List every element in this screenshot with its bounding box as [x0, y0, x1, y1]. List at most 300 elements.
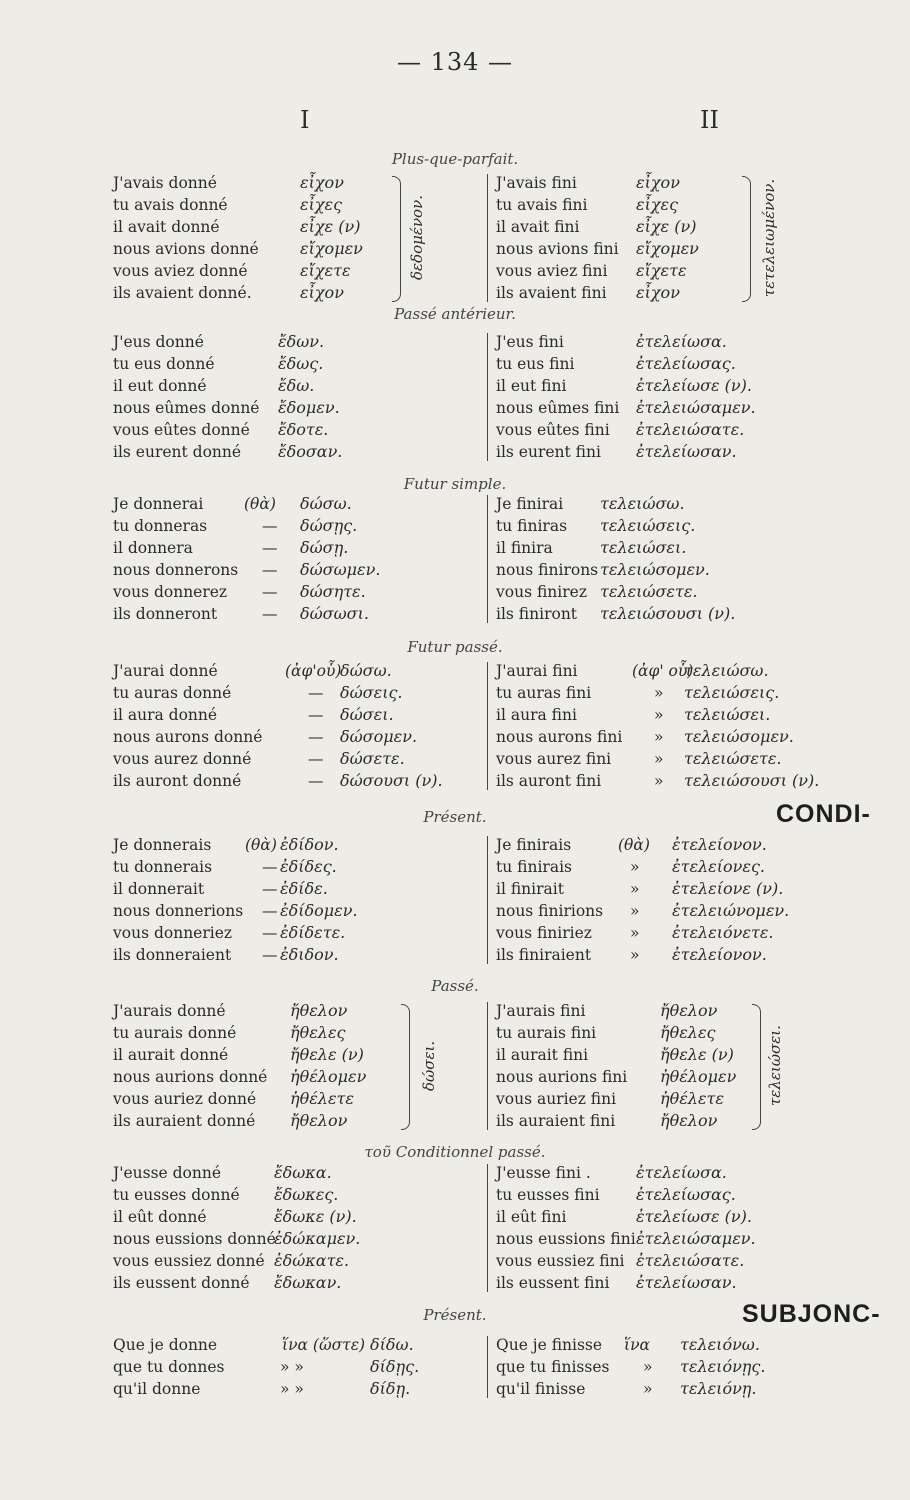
greek-form: ἐτελείωσε (ν).: [636, 376, 752, 395]
french-form: J'eus fini: [496, 333, 564, 351]
column-divider-futurpasse: [487, 662, 488, 790]
greek-form: ἔδοτε.: [278, 420, 329, 439]
ditto-mark: —: [262, 583, 278, 601]
right-conjugation-subjpresent: [496, 1334, 796, 1400]
greek-form: δώσῃ.: [300, 538, 349, 557]
greek-form: τελειώσομεν.: [684, 727, 794, 746]
conjugation-row: [496, 1110, 796, 1132]
left-conjugation-futurpasse: [113, 660, 483, 792]
conjugation-row: [496, 660, 796, 682]
greek-form: ἐτελείωσε (ν).: [636, 1207, 752, 1226]
conjugation-row: [496, 944, 796, 966]
greek-form: ἔδω.: [278, 376, 315, 395]
french-form: il donnera: [113, 539, 193, 557]
conjugation-row: [113, 515, 483, 537]
conjugation-row: [496, 878, 796, 900]
greek-form: εἴχομεν: [636, 239, 699, 258]
french-form: Je finirais: [496, 836, 572, 854]
column-divider-condpasse2: [487, 1164, 488, 1292]
greek-form: τελειόνω.: [680, 1335, 760, 1354]
greek-auxiliary: ἵνα: [624, 1336, 650, 1354]
french-form: vous aviez fini: [496, 262, 608, 280]
greek-form: τελειώσουσι (ν).: [600, 604, 736, 623]
conjugation-row: [113, 1356, 483, 1378]
greek-auxiliary: (θὰ): [244, 495, 276, 513]
french-form: tu eus donné: [113, 355, 215, 373]
conjugation-row: [113, 748, 483, 770]
conjugation-row: [113, 1228, 483, 1250]
conjugation-row: [496, 1272, 796, 1294]
left-conjugation-subjpresent: [113, 1334, 483, 1400]
french-form: il aurait fini: [496, 1046, 589, 1064]
french-form: qu'il donne: [113, 1380, 201, 1398]
french-form: ils donneraient: [113, 946, 232, 964]
greek-form: ἐτελειώσατε.: [636, 420, 745, 439]
conjugation-row: [496, 682, 796, 704]
conjugation-row: [496, 515, 796, 537]
conjugation-row: [113, 172, 483, 194]
greek-form: εἶχον: [636, 283, 680, 302]
conjugation-row: [113, 878, 483, 900]
conjugation-row: [496, 1088, 796, 1110]
ditto-mark: —: [262, 946, 278, 964]
french-form: nous aurons donné: [113, 728, 263, 746]
greek-auxiliary: (ἀφ'οὗ): [285, 662, 342, 680]
column-heading-one: I: [300, 106, 310, 134]
french-form: ils auraient fini: [496, 1112, 616, 1130]
greek-form: τελειώσομεν.: [600, 560, 710, 579]
ditto-mark: »: [643, 1380, 653, 1398]
greek-form: δώσω.: [340, 661, 392, 680]
french-form: tu aurais fini: [496, 1024, 597, 1042]
french-form: tu eus fini: [496, 355, 575, 373]
greek-form: εἴχετε: [636, 261, 687, 280]
tense-title-futurpasse: Futur passé.: [407, 638, 503, 656]
french-form: ils finiront: [496, 605, 578, 623]
french-form: il finirait: [496, 880, 564, 898]
greek-form: ἤθελες: [660, 1023, 716, 1042]
tense-title-condpasse: Passé.: [431, 977, 479, 995]
ditto-mark: »: [630, 858, 640, 876]
greek-form: τελειώσεις.: [684, 683, 780, 702]
conjugation-row: [496, 559, 796, 581]
french-form: ils auront fini: [496, 772, 602, 790]
ditto-mark: »: [654, 684, 664, 702]
greek-form: τελειώσεις.: [600, 516, 696, 535]
greek-form: ἤθελον: [660, 1111, 718, 1130]
greek-form: ἐτελείωσα.: [636, 332, 727, 351]
left-brace-word-plusqueparfait: δεδομένον.: [408, 195, 426, 281]
left-brace-condpasse: [401, 1004, 410, 1130]
conjugation-row: [496, 834, 796, 856]
conjugation-row: [496, 397, 796, 419]
french-form: J'eusse donné: [113, 1164, 222, 1182]
right-brace-word-condpasse: τελειώσει.: [766, 1025, 784, 1107]
french-form: vous finiriez: [496, 924, 592, 942]
tense-title-condpresent: Présent.: [423, 808, 487, 826]
tense-title-futursimple: Futur simple.: [403, 475, 507, 493]
greek-form: δώσουσι (ν).: [340, 771, 443, 790]
conjugation-row: [113, 1250, 483, 1272]
greek-form: τελειώσω.: [684, 661, 769, 680]
conjugation-row: [496, 1356, 796, 1378]
greek-form: ἔδωκαν.: [274, 1273, 342, 1292]
greek-form: ἐδίδετε.: [280, 923, 346, 942]
conjugation-row: [113, 216, 483, 238]
ditto-mark: —: [262, 517, 278, 535]
greek-form: δώσομεν.: [340, 727, 418, 746]
conjugation-row: [113, 682, 483, 704]
greek-form: ἐδίδον.: [280, 835, 339, 854]
greek-form: ἔδομεν.: [278, 398, 340, 417]
column-divider-condpresent: [487, 836, 488, 964]
right-conjugation-condpresent: [496, 834, 796, 966]
greek-form: δώσωμεν.: [300, 560, 381, 579]
french-form: il eût donné: [113, 1208, 207, 1226]
french-form: il avait fini: [496, 218, 580, 236]
greek-form: ἔδωκε (ν).: [274, 1207, 357, 1226]
french-form: tu avais fini: [496, 196, 588, 214]
french-form: il eut fini: [496, 377, 567, 395]
french-form: ils eurent donné: [113, 443, 242, 461]
right-conjugation-passeanterieur: [496, 331, 796, 463]
column-divider-plusqueparfait: [487, 174, 488, 302]
conjugation-row: [113, 856, 483, 878]
greek-form: εἴχετε: [300, 261, 351, 280]
greek-form: δώσητε.: [300, 582, 366, 601]
greek-form: τελειώσετε.: [600, 582, 698, 601]
column-divider-subjpresent: [487, 1336, 488, 1398]
ditto-mark: »: [654, 706, 664, 724]
french-form: Que je donne: [113, 1336, 218, 1354]
conjugation-row: [113, 922, 483, 944]
greek-form: τελειώσει.: [684, 705, 771, 724]
french-form: J'avais fini: [496, 174, 577, 192]
ditto-mark: » »: [280, 1358, 304, 1376]
conjugation-row: [496, 353, 796, 375]
greek-form: δώσῃς.: [300, 516, 358, 535]
conjugation-row: [496, 1250, 796, 1272]
ditto-mark: —: [262, 605, 278, 623]
greek-form: δώσει.: [340, 705, 394, 724]
conjugation-row: [113, 419, 483, 441]
greek-form: ἐδώκαμεν.: [274, 1229, 361, 1248]
french-form: Je donnerais: [113, 836, 212, 854]
french-form: ils finiraient: [496, 946, 592, 964]
conjugation-row: [113, 375, 483, 397]
greek-form: ἤθελε (ν): [660, 1045, 734, 1064]
right-brace-condpasse: [752, 1004, 761, 1130]
french-form: vous donneriez: [113, 924, 233, 942]
conjugation-row: [113, 1184, 483, 1206]
greek-form: ἠθέλομεν: [660, 1067, 737, 1086]
conjugation-row: [496, 260, 796, 282]
french-form: J'avais donné: [113, 174, 217, 192]
ditto-mark: —: [262, 561, 278, 579]
french-form: il donnerait: [113, 880, 205, 898]
french-form: il aurait donné: [113, 1046, 229, 1064]
french-form: nous avions fini: [496, 240, 619, 258]
french-form: nous aurions donné: [113, 1068, 268, 1086]
conjugation-row: [113, 1378, 483, 1400]
ditto-mark: —: [262, 880, 278, 898]
greek-form: δίδῃ.: [370, 1379, 411, 1398]
ditto-mark: »: [654, 750, 664, 768]
french-form: vous aurez fini: [496, 750, 612, 768]
french-form: ils avaient donné.: [113, 284, 252, 302]
column-divider-condpasse: [487, 1002, 488, 1130]
french-form: vous aviez donné: [113, 262, 248, 280]
french-form: nous eussions donné: [113, 1230, 276, 1248]
conjugation-row: [496, 331, 796, 353]
greek-form: ἔδωκα.: [274, 1163, 332, 1182]
french-form: ils eussent donné: [113, 1274, 250, 1292]
greek-form: ἐτελειώσαμεν.: [636, 1229, 756, 1248]
ditto-mark: —: [308, 728, 324, 746]
french-form: nous aurons fini: [496, 728, 623, 746]
conjugation-row: [496, 1066, 796, 1088]
conjugation-row: [496, 194, 796, 216]
greek-form: ἐτελείωσας.: [636, 354, 736, 373]
french-form: tu aurais donné: [113, 1024, 237, 1042]
conjugation-row: [496, 216, 796, 238]
french-form: vous auriez donné: [113, 1090, 257, 1108]
conjugation-row: [113, 726, 483, 748]
french-form: tu auras donné: [113, 684, 232, 702]
greek-form: εἶχε (ν): [636, 217, 697, 236]
ditto-mark: »: [630, 924, 640, 942]
conjugation-row: [113, 581, 483, 603]
right-brace-plusqueparfait: [742, 176, 751, 302]
french-form: nous donnerons: [113, 561, 239, 579]
conjugation-row: [113, 770, 483, 792]
greek-form: τελειώσει.: [600, 538, 687, 557]
french-form: nous donnerions: [113, 902, 244, 920]
conjugation-row: [496, 1022, 796, 1044]
greek-auxiliary: (θὰ): [618, 836, 650, 854]
greek-form: τελειόνῃς.: [680, 1357, 766, 1376]
greek-form: ἐτελείωσαν.: [636, 442, 737, 461]
greek-form: ἐτελειώνομεν.: [672, 901, 790, 920]
column-heading-two: II: [700, 106, 719, 134]
greek-form: δίδω.: [370, 1335, 414, 1354]
greek-form: ἠθέλομεν: [290, 1067, 367, 1086]
conjugation-row: [113, 238, 483, 260]
conjugation-row: [496, 375, 796, 397]
conjugation-row: [113, 353, 483, 375]
conjugation-row: [496, 581, 796, 603]
french-form: tu eusses donné: [113, 1186, 240, 1204]
conjugation-row: [113, 493, 483, 515]
french-form: ils auraient donné: [113, 1112, 256, 1130]
page-number: — 134 —: [396, 48, 514, 76]
greek-form: ἔδων.: [278, 332, 325, 351]
ditto-mark: —: [308, 750, 324, 768]
tense-title-plusqueparfait: Plus-que-parfait.: [391, 150, 519, 168]
french-form: tu finirais: [496, 858, 572, 876]
french-form: que tu finisses: [496, 1358, 610, 1376]
greek-form: ἐδίδε.: [280, 879, 328, 898]
greek-form: τελειόνῃ.: [680, 1379, 757, 1398]
ditto-mark: »: [654, 772, 664, 790]
tense-title-condpasse2: τοῦ Conditionnel passé.: [364, 1143, 546, 1161]
greek-form: ἐτελείονον.: [672, 835, 767, 854]
conjugation-row: [113, 1272, 483, 1294]
conjugation-row: [496, 856, 796, 878]
conjugation-row: [496, 1044, 796, 1066]
french-form: Je donnerai: [113, 495, 204, 513]
conjugation-row: [113, 603, 483, 625]
ditto-mark: —: [262, 924, 278, 942]
conjugation-row: [113, 282, 483, 304]
french-form: tu eusses fini: [496, 1186, 600, 1204]
ditto-mark: —: [262, 902, 278, 920]
conjugation-row: [496, 748, 796, 770]
greek-form: εἶχον: [636, 173, 680, 192]
greek-form: ἤθελες: [290, 1023, 346, 1042]
ditto-mark: » »: [280, 1380, 304, 1398]
french-form: il eût fini: [496, 1208, 567, 1226]
right-brace-word-plusqueparfait: τετελειωμένον.: [760, 178, 778, 298]
greek-form: ἐδιδον.: [280, 945, 339, 964]
greek-form: εἶχε (ν): [300, 217, 361, 236]
french-form: nous finirons: [496, 561, 599, 579]
french-form: tu finiras: [496, 517, 568, 535]
conjugation-row: [496, 1378, 796, 1400]
conjugation-row: [113, 1206, 483, 1228]
greek-form: ἔδοσαν.: [278, 442, 343, 461]
ditto-mark: —: [308, 706, 324, 724]
conjugation-row: [496, 172, 796, 194]
conjugation-row: [496, 770, 820, 792]
greek-auxiliary: (θὰ): [245, 836, 277, 854]
conjugation-row: [496, 238, 796, 260]
french-form: J'aurai fini: [496, 662, 578, 680]
french-form: tu avais donné: [113, 196, 228, 214]
french-form: nous eussions fini: [496, 1230, 636, 1248]
greek-form: ἤθελον: [660, 1001, 718, 1020]
greek-form: δώσεις.: [340, 683, 403, 702]
left-conjugation-plusqueparfait: [113, 172, 483, 304]
greek-form: τελειώσουσι (ν).: [684, 771, 820, 790]
french-form: Que je finisse: [496, 1336, 603, 1354]
french-form: J'aurai donné: [113, 662, 218, 680]
greek-form: ἤθελον: [290, 1111, 348, 1130]
conjugation-row: [496, 419, 796, 441]
conjugation-row: [496, 1228, 796, 1250]
conjugation-row: [113, 194, 483, 216]
ditto-mark: »: [643, 1358, 653, 1376]
right-conjugation-plusqueparfait: [496, 172, 796, 304]
conjugation-row: [113, 559, 483, 581]
greek-form: δίδῃς.: [370, 1357, 420, 1376]
french-form: vous auriez fini: [496, 1090, 617, 1108]
french-form: ils donneront: [113, 605, 218, 623]
left-conjugation-passeanterieur: [113, 331, 483, 463]
column-divider-futursimple: [487, 495, 488, 623]
conjugation-row: [113, 900, 483, 922]
conjugation-row: [496, 922, 796, 944]
greek-form: ἐτελείωσα.: [636, 1163, 727, 1182]
greek-form: ἠθέλετε: [290, 1089, 354, 1108]
right-conjugation-condpasse2: [496, 1162, 796, 1294]
conjugation-row: [496, 441, 796, 463]
greek-form: ἐτελείωσαν.: [636, 1273, 737, 1292]
french-form: il finira: [496, 539, 553, 557]
french-form: que tu donnes: [113, 1358, 225, 1376]
left-brace-word-condpasse: δώσει.: [420, 1040, 438, 1092]
conjugation-row: [496, 1334, 796, 1356]
ditto-mark: —: [262, 858, 278, 876]
ditto-mark: »: [654, 728, 664, 746]
conjugation-row: [113, 1162, 483, 1184]
conjugation-row: [113, 441, 483, 463]
greek-form: ἐτελειώσατε.: [636, 1251, 745, 1270]
greek-form: εἶχες: [300, 195, 343, 214]
conjugation-row: [496, 1000, 796, 1022]
conjugation-row: [113, 331, 483, 353]
conjugation-row: [113, 944, 483, 966]
conjugation-row: [496, 1162, 796, 1184]
conjugation-row: [113, 704, 483, 726]
french-form: ils auront donné: [113, 772, 242, 790]
tense-title-passeanterieur: Passé antérieur.: [394, 305, 516, 323]
ditto-mark: »: [630, 946, 640, 964]
conjugation-row: [496, 282, 796, 304]
french-form: nous aurions fini: [496, 1068, 628, 1086]
greek-form: ἔδως.: [278, 354, 324, 373]
greek-form: δώσω.: [300, 494, 352, 513]
conjugation-row: [496, 537, 796, 559]
conjugation-row: [496, 704, 796, 726]
french-form: vous donnerez: [113, 583, 228, 601]
french-form: vous eûtes donné: [113, 421, 250, 439]
ditto-mark: »: [630, 902, 640, 920]
greek-form: ἤθελον: [290, 1001, 348, 1020]
ditto-mark: —: [262, 539, 278, 557]
conjugation-row: [113, 260, 483, 282]
left-conjugation-condpasse2: [113, 1162, 483, 1294]
right-conjugation-futurpasse: [496, 660, 820, 792]
french-form: il eut donné: [113, 377, 207, 395]
french-form: vous eûtes fini: [496, 421, 610, 439]
column-divider-passeanterieur: [487, 333, 488, 461]
greek-form: ἤθελε (ν): [290, 1045, 364, 1064]
french-form: vous aurez donné: [113, 750, 252, 768]
french-form: nous finirions: [496, 902, 604, 920]
french-form: il aura fini: [496, 706, 577, 724]
greek-form: τελειώσετε.: [684, 749, 782, 768]
french-form: J'aurais fini: [496, 1002, 586, 1020]
french-form: vous finirez: [496, 583, 587, 601]
greek-form: εἶχον: [300, 173, 344, 192]
ditto-mark: —: [308, 772, 324, 790]
french-form: nous eûmes donné: [113, 399, 260, 417]
conjugation-row: [113, 660, 483, 682]
right-conjugation-futursimple: [496, 493, 796, 625]
ditto-mark: »: [630, 880, 640, 898]
greek-form: ἠθέλετε: [660, 1089, 724, 1108]
conjugation-row: [113, 1334, 483, 1356]
greek-form: ἐδίδομεν.: [280, 901, 358, 920]
french-form: J'eus donné: [113, 333, 204, 351]
right-conjugation-condpasse: [496, 1000, 796, 1132]
french-form: tu auras fini: [496, 684, 592, 702]
conjugation-row: [496, 493, 796, 515]
french-form: il avait donné: [113, 218, 220, 236]
greek-form: ἐτελείονον.: [672, 945, 767, 964]
french-form: J'aurais donné: [113, 1002, 226, 1020]
